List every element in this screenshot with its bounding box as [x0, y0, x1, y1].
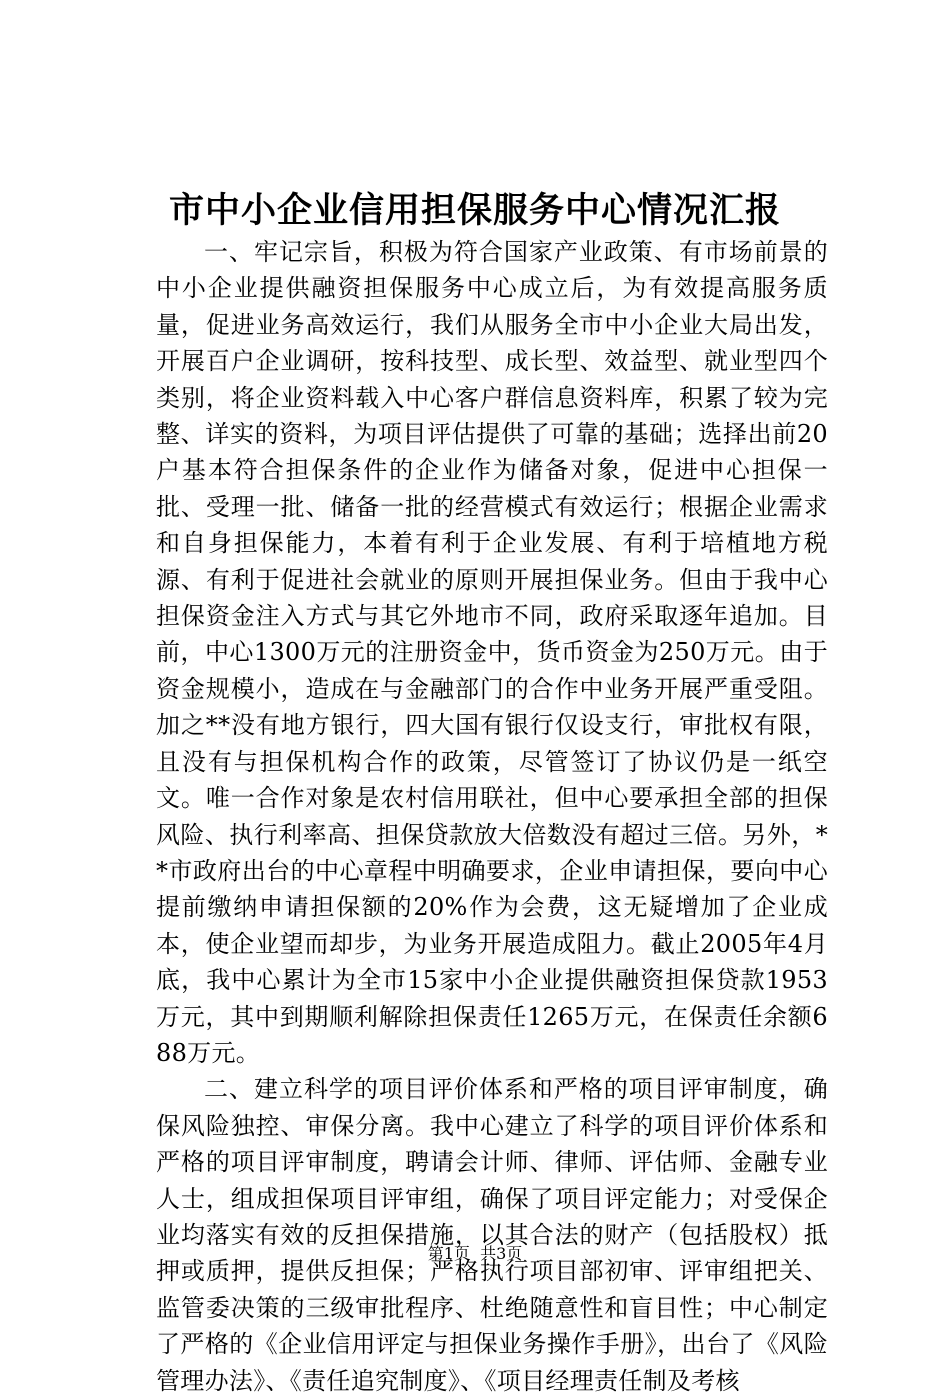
document-body — [156, 234, 828, 1399]
document-title: 市中小企业信用担保服务中心情况汇报 — [168, 190, 781, 231]
paragraph-2: 二、建立科学的项目评价体系和严格的项目评审制度，确保风险独控、审保分离。我中心建立了科学的项目评价体系和严格的项目评审制度，聘请会计师、律师、评估师、金融专业人士，组成担保项目评审组，确保了项目评定能力；对受保企业均落实有效的反担保措施，以其合法的财产（包括股权）抵押或质押，提供反担保；严格执行项目部初审、评审组把关、监管委决策的三级审批程序、杜绝随意性和盲目性；中心制定了严格的《企业信用评定与担保业务操作手册》，出台了《风险管理办法》、《责任追究制度》、《项目经理责任制及考核 — [156, 1075, 828, 1395]
page-footer — [0, 1242, 950, 1266]
page-number: 第1页 — [427, 1244, 470, 1263]
paragraph-1: 一、牢记宗旨，积极为符合国家产业政策、有市场前景的中小企业提供融资担保服务中心成立后，为有效提高服务质量，促进业务高效运行，我们从服务全市中小企业大局出发，开展百户企业调研，按科技型、成长型、效益型、就业型四个类别，将企业资料载入中心客户群信息资料库，积累了较为完整、详实的资料，为项目评估提供了可靠的基础；选择出前20户基本符合担保条件的企业作为储备对象，促进中心担保一批、受理一批、储备一批的经营模式有效运行；根据企业需求和自身担保能力，本着有利于企业发展、有利于培植地方税源、有利于促进社会就业的原则开展担保业务。但由于我中心担保资金注入方式与其它外地市不同，政府采取逐年追加。目前，中心1300万元的注册资金中，货币资金为250万元。由于资金规模小，造成在与金融部门的合作中业务开展严重受阻。加之**没有地方银行，四大国有银行仅设支行，审批权有限，且没有与担保机构合作的政策，尽管签订了协议仍是一纸空文。唯一合作对象是农村信用联社，但中心要承担全部的担保风险、执行利率高、担保贷款放大倍数没有超过三倍。另外，**市政府出台的中心章程中明确要求，企业申请担保，要向中心提前缴纳申请担保额的20%作为会费，这无疑增加了企业成本，使企业望而却步，为业务开展造成阻力。截止2005年4月底，我中心累计为全市15家中小企业提供融资担保贷款1953万元，其中到期顺利解除担保责任1265万元，在保责任余额688万元。 — [156, 238, 828, 1067]
page-total: 共3页 — [480, 1244, 523, 1263]
